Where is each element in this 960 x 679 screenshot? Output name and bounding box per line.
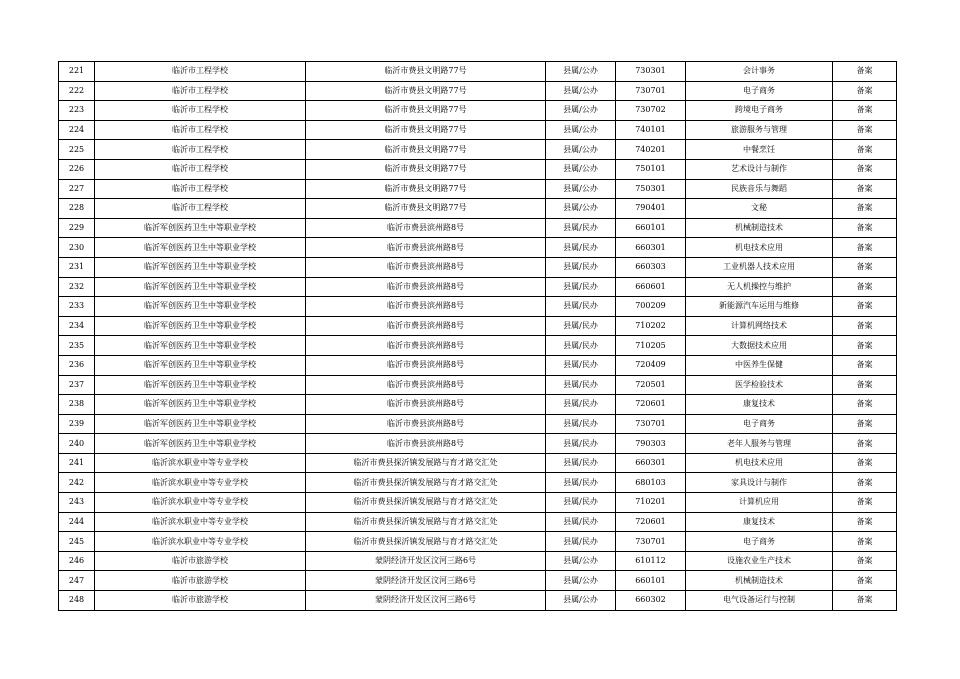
address-cell: 临沂市费县文明路77号 [306,140,546,160]
row-number-cell: 242 [59,473,95,493]
major-code-cell: 660101 [616,571,686,591]
major-code-cell: 750301 [616,179,686,199]
row-number-cell: 228 [59,199,95,219]
school-name-cell: 临沂军创医药卫生中等职业学校 [95,395,306,415]
address-cell: 临沂市费县探沂镇发展路与育才路交汇处 [306,453,546,473]
school-name-cell: 临沂市工程学校 [95,120,306,140]
affiliation-cell: 县属/民办 [546,414,616,434]
row-number-cell: 235 [59,336,95,356]
major-code-cell: 730701 [616,81,686,101]
status-cell: 备案 [833,453,897,473]
major-code-cell: 720409 [616,355,686,375]
major-name-cell: 机电技术应用 [686,238,833,258]
affiliation-cell: 县属/公办 [546,591,616,611]
school-name-cell: 临沂军创医药卫生中等职业学校 [95,355,306,375]
major-code-cell: 730301 [616,62,686,82]
major-name-cell: 机械制造技术 [686,571,833,591]
address-cell: 临沂市费县滨州路8号 [306,434,546,454]
affiliation-cell: 县属/公办 [546,101,616,121]
affiliation-cell: 县属/民办 [546,375,616,395]
major-code-cell: 740201 [616,140,686,160]
major-code-cell: 740101 [616,120,686,140]
major-code-cell: 730701 [616,414,686,434]
affiliation-cell: 县属/公办 [546,62,616,82]
major-name-cell: 计算机应用 [686,493,833,513]
table-row [59,395,897,415]
school-name-cell: 临沂滨水职业中等专业学校 [95,473,306,493]
major-name-cell: 康复技术 [686,395,833,415]
address-cell: 临沂市费县滨州路8号 [306,355,546,375]
address-cell: 临沂市费县探沂镇发展路与育才路交汇处 [306,493,546,513]
address-cell: 临沂市费县探沂镇发展路与育才路交汇处 [306,512,546,532]
row-number-cell: 244 [59,512,95,532]
affiliation-cell: 县属/民办 [546,512,616,532]
status-cell: 备案 [833,532,897,552]
table-row [59,591,897,611]
affiliation-cell: 县属/民办 [546,434,616,454]
address-cell: 临沂市费县文明路77号 [306,101,546,121]
row-number-cell: 226 [59,159,95,179]
affiliation-cell: 县属/民办 [546,238,616,258]
table-row [59,159,897,179]
table-row [59,238,897,258]
major-code-cell: 710202 [616,316,686,336]
school-name-cell: 临沂市工程学校 [95,159,306,179]
address-cell: 临沂市费县滨州路8号 [306,336,546,356]
address-cell: 临沂市费县滨州路8号 [306,316,546,336]
major-name-cell: 机电技术应用 [686,453,833,473]
major-code-cell: 660301 [616,238,686,258]
status-cell: 备案 [833,218,897,238]
affiliation-cell: 县属/公办 [546,179,616,199]
major-name-cell: 医学检验技术 [686,375,833,395]
major-name-cell: 旅游服务与管理 [686,120,833,140]
row-number-cell: 229 [59,218,95,238]
major-name-cell: 文秘 [686,199,833,219]
table-body [59,62,897,611]
school-name-cell: 临沂军创医药卫生中等职业学校 [95,277,306,297]
affiliation-cell: 县属/民办 [546,257,616,277]
table-row [59,336,897,356]
row-number-cell: 223 [59,101,95,121]
major-name-cell: 工业机器人技术应用 [686,257,833,277]
table-row [59,532,897,552]
affiliation-cell: 县属/公办 [546,120,616,140]
status-cell: 备案 [833,179,897,199]
major-name-cell: 电气设备运行与控制 [686,591,833,611]
school-name-cell: 临沂军创医药卫生中等职业学校 [95,316,306,336]
school-name-cell: 临沂市工程学校 [95,179,306,199]
affiliation-cell: 县属/民办 [546,336,616,356]
affiliation-cell: 县属/民办 [546,316,616,336]
school-name-cell: 临沂军创医药卫生中等职业学校 [95,375,306,395]
major-name-cell: 电子商务 [686,532,833,552]
address-cell: 临沂市费县滨州路8号 [306,238,546,258]
status-cell: 备案 [833,375,897,395]
status-cell: 备案 [833,512,897,532]
row-number-cell: 225 [59,140,95,160]
major-name-cell: 新能源汽车运用与维修 [686,297,833,317]
major-name-cell: 电子商务 [686,81,833,101]
major-code-cell: 790303 [616,434,686,454]
school-name-cell: 临沂市工程学校 [95,62,306,82]
major-code-cell: 720601 [616,395,686,415]
row-number-cell: 246 [59,551,95,571]
major-code-cell: 720601 [616,512,686,532]
address-cell: 临沂市费县文明路77号 [306,199,546,219]
school-name-cell: 临沂滨水职业中等专业学校 [95,532,306,552]
table-row [59,297,897,317]
major-name-cell: 会计事务 [686,62,833,82]
affiliation-cell: 县属/公办 [546,199,616,219]
status-cell: 备案 [833,238,897,258]
table-row [59,453,897,473]
major-code-cell: 750101 [616,159,686,179]
status-cell: 备案 [833,493,897,513]
affiliation-cell: 县属/公办 [546,551,616,571]
major-code-cell: 730702 [616,101,686,121]
row-number-cell: 224 [59,120,95,140]
status-cell: 备案 [833,336,897,356]
major-code-cell: 680103 [616,473,686,493]
school-major-table [58,61,897,611]
status-cell: 备案 [833,277,897,297]
table-row [59,218,897,238]
major-code-cell: 610112 [616,551,686,571]
major-name-cell: 康复技术 [686,512,833,532]
address-cell: 蒙阴经济开发区汶河三路6号 [306,551,546,571]
address-cell: 临沂市费县滨州路8号 [306,277,546,297]
address-cell: 临沂市费县滨州路8号 [306,375,546,395]
major-code-cell: 660601 [616,277,686,297]
address-cell: 临沂市费县探沂镇发展路与育才路交汇处 [306,473,546,493]
major-name-cell: 设施农业生产技术 [686,551,833,571]
row-number-cell: 238 [59,395,95,415]
school-name-cell: 临沂军创医药卫生中等职业学校 [95,414,306,434]
address-cell: 临沂市费县文明路77号 [306,120,546,140]
status-cell: 备案 [833,473,897,493]
status-cell: 备案 [833,159,897,179]
row-number-cell: 245 [59,532,95,552]
table-row [59,179,897,199]
affiliation-cell: 县属/公办 [546,571,616,591]
table-row [59,199,897,219]
status-cell: 备案 [833,81,897,101]
school-name-cell: 临沂市工程学校 [95,140,306,160]
status-cell: 备案 [833,571,897,591]
status-cell: 备案 [833,101,897,121]
address-cell: 临沂市费县探沂镇发展路与育才路交汇处 [306,532,546,552]
table-row [59,512,897,532]
table-row [59,434,897,454]
school-name-cell: 临沂军创医药卫生中等职业学校 [95,297,306,317]
table-row [59,355,897,375]
address-cell: 蒙阴经济开发区汶河三路6号 [306,591,546,611]
table-row [59,120,897,140]
major-name-cell: 老年人服务与管理 [686,434,833,454]
affiliation-cell: 县属/民办 [546,473,616,493]
status-cell: 备案 [833,62,897,82]
school-name-cell: 临沂军创医药卫生中等职业学校 [95,434,306,454]
school-name-cell: 临沂滨水职业中等专业学校 [95,512,306,532]
status-cell: 备案 [833,199,897,219]
status-cell: 备案 [833,297,897,317]
school-name-cell: 临沂滨水职业中等专业学校 [95,493,306,513]
affiliation-cell: 县属/民办 [546,277,616,297]
row-number-cell: 232 [59,277,95,297]
address-cell: 临沂市费县滨州路8号 [306,297,546,317]
status-cell: 备案 [833,591,897,611]
status-cell: 备案 [833,551,897,571]
address-cell: 临沂市费县滨州路8号 [306,395,546,415]
school-name-cell: 临沂市工程学校 [95,199,306,219]
status-cell: 备案 [833,120,897,140]
affiliation-cell: 县属/民办 [546,493,616,513]
row-number-cell: 236 [59,355,95,375]
row-number-cell: 233 [59,297,95,317]
school-name-cell: 临沂市工程学校 [95,101,306,121]
row-number-cell: 247 [59,571,95,591]
school-name-cell: 临沂市旅游学校 [95,591,306,611]
major-code-cell: 660101 [616,218,686,238]
address-cell: 临沂市费县文明路77号 [306,62,546,82]
address-cell: 临沂市费县文明路77号 [306,81,546,101]
status-cell: 备案 [833,355,897,375]
school-name-cell: 临沂军创医药卫生中等职业学校 [95,238,306,258]
major-name-cell: 计算机网络技术 [686,316,833,336]
row-number-cell: 227 [59,179,95,199]
school-name-cell: 临沂市工程学校 [95,81,306,101]
row-number-cell: 231 [59,257,95,277]
row-number-cell: 239 [59,414,95,434]
table-row [59,62,897,82]
school-name-cell: 临沂市旅游学校 [95,571,306,591]
status-cell: 备案 [833,395,897,415]
affiliation-cell: 县属/民办 [546,355,616,375]
row-number-cell: 241 [59,453,95,473]
affiliation-cell: 县属/民办 [546,218,616,238]
major-name-cell: 大数据技术应用 [686,336,833,356]
major-code-cell: 710205 [616,336,686,356]
row-number-cell: 230 [59,238,95,258]
affiliation-cell: 县属/民办 [546,453,616,473]
row-number-cell: 221 [59,62,95,82]
school-name-cell: 临沂军创医药卫生中等职业学校 [95,336,306,356]
row-number-cell: 240 [59,434,95,454]
table-row [59,414,897,434]
table-row [59,101,897,121]
major-code-cell: 660303 [616,257,686,277]
row-number-cell: 243 [59,493,95,513]
table-row [59,571,897,591]
affiliation-cell: 县属/民办 [546,297,616,317]
major-code-cell: 790401 [616,199,686,219]
affiliation-cell: 县属/民办 [546,532,616,552]
address-cell: 临沂市费县滨州路8号 [306,257,546,277]
status-cell: 备案 [833,316,897,336]
school-name-cell: 临沂军创医药卫生中等职业学校 [95,257,306,277]
status-cell: 备案 [833,434,897,454]
address-cell: 蒙阴经济开发区汶河三路6号 [306,571,546,591]
major-code-cell: 700209 [616,297,686,317]
major-name-cell: 电子商务 [686,414,833,434]
major-name-cell: 家具设计与制作 [686,473,833,493]
school-name-cell: 临沂市旅游学校 [95,551,306,571]
row-number-cell: 234 [59,316,95,336]
row-number-cell: 222 [59,81,95,101]
address-cell: 临沂市费县滨州路8号 [306,414,546,434]
table-row [59,375,897,395]
row-number-cell: 237 [59,375,95,395]
address-cell: 临沂市费县文明路77号 [306,179,546,199]
school-name-cell: 临沂滨水职业中等专业学校 [95,453,306,473]
status-cell: 备案 [833,257,897,277]
table-row [59,493,897,513]
major-name-cell: 中医养生保健 [686,355,833,375]
major-name-cell: 民族音乐与舞蹈 [686,179,833,199]
affiliation-cell: 县属/民办 [546,395,616,415]
major-name-cell: 跨境电子商务 [686,101,833,121]
address-cell: 临沂市费县文明路77号 [306,159,546,179]
major-code-cell: 720501 [616,375,686,395]
table-row [59,257,897,277]
major-code-cell: 660301 [616,453,686,473]
table-row [59,81,897,101]
table-row [59,551,897,571]
major-code-cell: 710201 [616,493,686,513]
address-cell: 临沂市费县滨州路8号 [306,218,546,238]
affiliation-cell: 县属/公办 [546,81,616,101]
major-name-cell: 机械制造技术 [686,218,833,238]
table-row [59,473,897,493]
major-name-cell: 中餐烹饪 [686,140,833,160]
row-number-cell: 248 [59,591,95,611]
affiliation-cell: 县属/公办 [546,140,616,160]
table-row [59,277,897,297]
major-code-cell: 660302 [616,591,686,611]
school-name-cell: 临沂军创医药卫生中等职业学校 [95,218,306,238]
table-row [59,316,897,336]
major-name-cell: 无人机操控与维护 [686,277,833,297]
major-name-cell: 艺术设计与制作 [686,159,833,179]
major-code-cell: 730701 [616,532,686,552]
affiliation-cell: 县属/公办 [546,159,616,179]
status-cell: 备案 [833,140,897,160]
table-row [59,140,897,160]
status-cell: 备案 [833,414,897,434]
